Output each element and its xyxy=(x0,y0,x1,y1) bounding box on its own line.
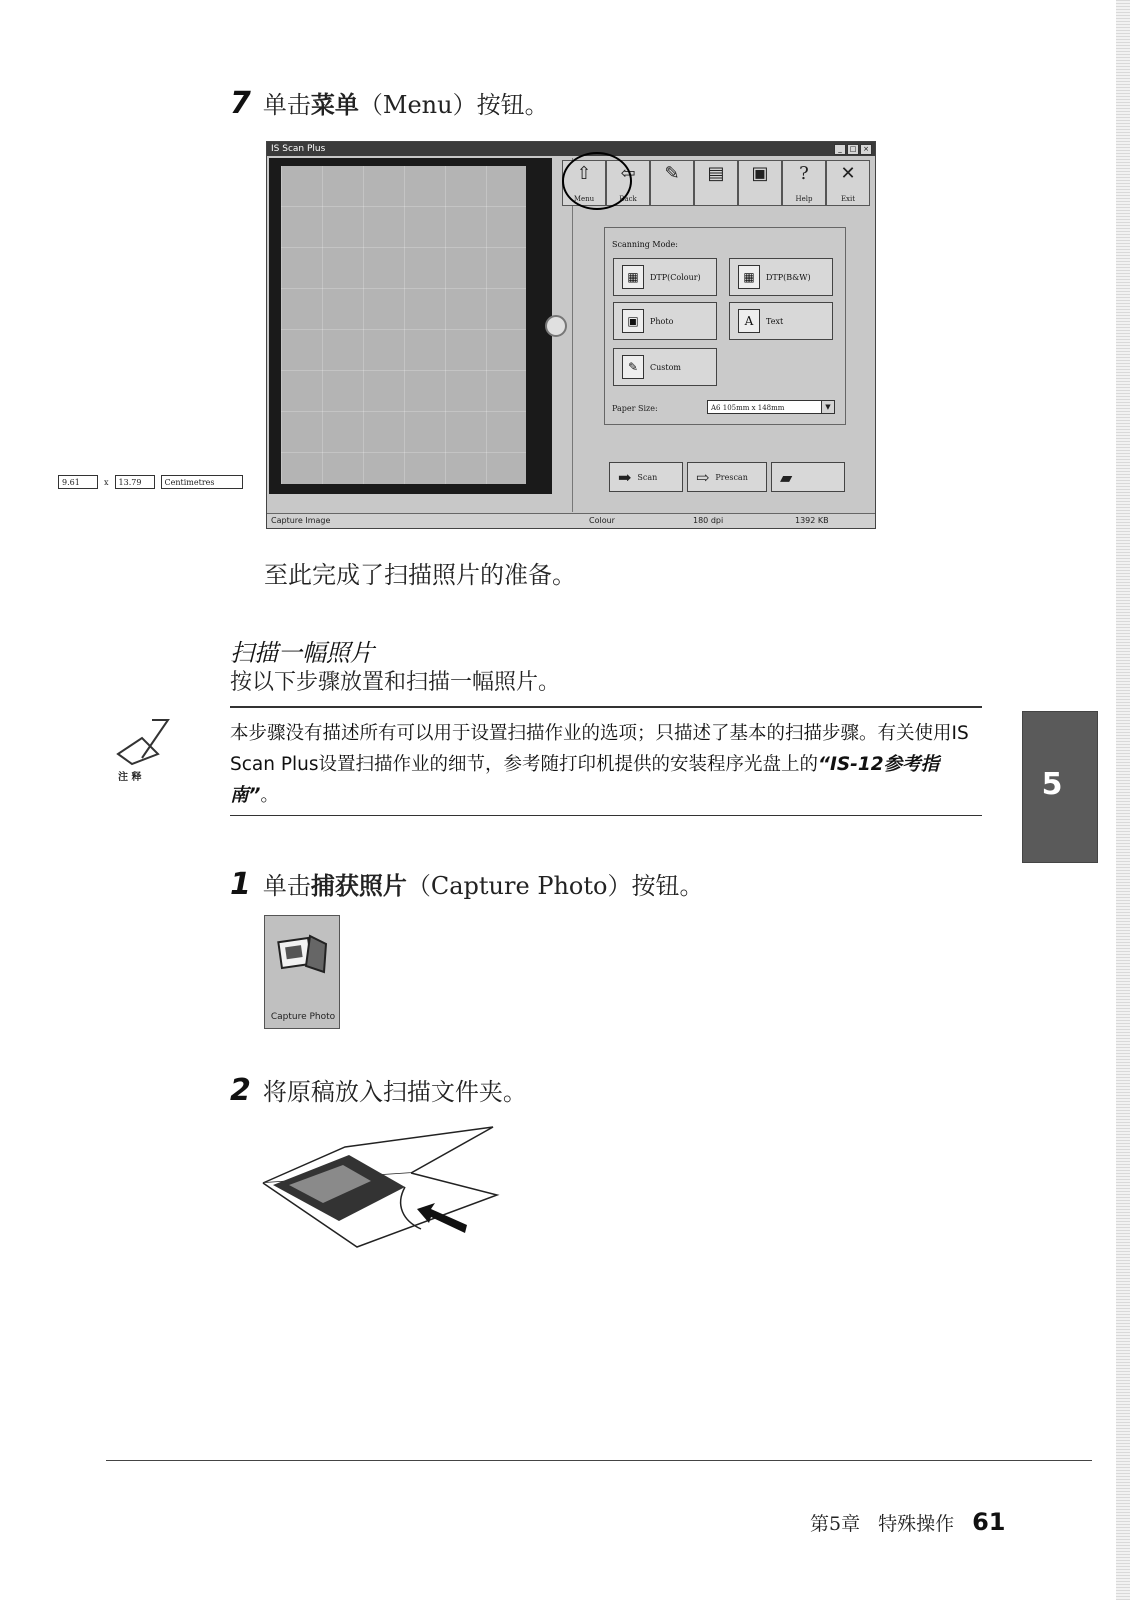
page-number: 61 xyxy=(972,1508,1006,1536)
scan-button-row xyxy=(609,462,845,492)
note-text-end: 。 xyxy=(260,785,279,806)
panel-divider xyxy=(572,158,573,512)
step-7 xyxy=(230,85,549,121)
step-number: 1 xyxy=(230,867,251,902)
photo-icon: ▣ xyxy=(622,309,644,333)
minimize-icon[interactable]: _ xyxy=(834,144,846,155)
exit-icon: ✕ xyxy=(840,163,856,184)
dtp-colour-icon: ▦ xyxy=(622,265,644,289)
toolbar-label: Exit xyxy=(840,195,856,203)
step-text xyxy=(263,866,704,901)
monitor-button[interactable] xyxy=(738,160,782,206)
scan-folder-illustration xyxy=(245,1125,505,1250)
note-label: 注 释 xyxy=(118,772,142,783)
step-text xyxy=(263,85,549,120)
footer-chapter: 第5章 xyxy=(810,1513,861,1535)
footer-rule xyxy=(106,1460,1092,1461)
mode-label: Text xyxy=(766,316,784,326)
mode-label: DTP(Colour) xyxy=(650,272,701,282)
paper-size-label: Paper Size: xyxy=(612,404,658,413)
help-button[interactable] xyxy=(782,160,826,206)
preview-area xyxy=(269,158,552,494)
close-icon[interactable]: × xyxy=(860,144,872,155)
page-edge xyxy=(1116,0,1130,1600)
capture-photo-label: Capture Photo xyxy=(270,1012,336,1022)
mode-label: Custom xyxy=(650,362,681,372)
ready-text: 至此完成了扫描照片的准备。 xyxy=(264,561,576,589)
step-number: 2 xyxy=(230,1073,251,1108)
dtp-bw-icon: ▦ xyxy=(738,265,760,289)
scanning-mode-label: Scanning Mode: xyxy=(612,240,678,249)
maximize-icon[interactable]: □ xyxy=(847,144,859,155)
page-footer xyxy=(810,1508,1006,1536)
scanner-button[interactable] xyxy=(771,462,845,492)
dtp-bw-button[interactable] xyxy=(729,258,833,296)
section-subtitle: 按以下步骤放置和扫描一幅照片。 xyxy=(230,670,561,695)
units-select[interactable] xyxy=(161,475,243,489)
chapter-tab-number: 5 xyxy=(1041,767,1063,802)
footer-section: 特殊操作 xyxy=(878,1513,955,1535)
arrow-outline-icon: ⇨ xyxy=(696,467,710,487)
toolbar-label: Menu xyxy=(573,195,595,203)
help-icon: ? xyxy=(799,163,809,184)
document-icon: ▤ xyxy=(707,163,725,184)
document-button[interactable] xyxy=(694,160,738,206)
dimension-row xyxy=(58,475,243,489)
mode-label: DTP(B&W) xyxy=(766,272,811,282)
step-2 xyxy=(230,1072,527,1108)
step-1 xyxy=(230,866,703,902)
chapter-tab xyxy=(1022,711,1098,863)
step-text-post: （Capture Photo）按钮。 xyxy=(406,872,704,900)
monitor-icon: ▣ xyxy=(751,163,769,184)
prescan-button[interactable] xyxy=(687,462,767,492)
section-title: 扫描一幅照片 xyxy=(230,639,374,667)
chevron-down-icon: ▼ xyxy=(821,401,834,413)
status-mode: Colour xyxy=(589,516,615,525)
toolbar-label: Back xyxy=(619,195,637,203)
paper-size-value: A6 105mm x 148mm xyxy=(711,404,785,412)
scanning-mode-group xyxy=(604,227,846,425)
capture-photo-button[interactable] xyxy=(264,915,340,1029)
scanner-icon: ▰ xyxy=(780,467,793,487)
note-top-rule xyxy=(230,706,982,708)
preview-image xyxy=(281,166,526,484)
status-bar xyxy=(267,513,875,528)
back-icon: ⇦ xyxy=(620,163,636,184)
mode-label: Photo xyxy=(650,316,674,326)
zoom-icon[interactable] xyxy=(545,315,567,337)
note-reference: “IS-12参考指南” xyxy=(230,754,940,806)
units-value: Centimetres xyxy=(164,478,215,487)
window-titlebar xyxy=(267,142,875,156)
text-icon: A xyxy=(738,309,760,333)
step-text-bold: 捕获照片 xyxy=(310,871,407,900)
note-text-main: 本步骤没有描述所有可以用于设置扫描作业的选项；只描述了基本的扫描步骤。有关使用IS Scan Plus设置扫描作业的细节，参考随打印机提供的安装程序光盘上的 xyxy=(230,723,969,775)
step-text-post: （Menu）按钮。 xyxy=(358,91,549,119)
toolbar-label: Help xyxy=(795,195,813,203)
edit-button[interactable] xyxy=(650,160,694,206)
text-mode-button[interactable] xyxy=(729,302,833,340)
note-text xyxy=(230,718,982,811)
prescan-label: Prescan xyxy=(715,472,748,482)
status-size: 1392 KB xyxy=(795,516,829,525)
paper-size-select[interactable] xyxy=(707,400,835,414)
window-title: IS Scan Plus xyxy=(271,144,326,154)
step-text-pre: 单击 xyxy=(262,872,311,900)
arrow-right-icon: ➡ xyxy=(618,467,632,487)
scan-button[interactable] xyxy=(609,462,683,492)
custom-icon: ✎ xyxy=(622,355,644,379)
width-field[interactable]: 9.61 xyxy=(58,475,98,489)
menu-highlight-circle xyxy=(562,152,632,210)
step-number: 7 xyxy=(230,86,251,121)
photo-mode-button[interactable] xyxy=(613,302,717,340)
dtp-colour-button[interactable] xyxy=(613,258,717,296)
step-text-bold: 菜单 xyxy=(310,90,359,119)
edit-icon: ✎ xyxy=(664,163,680,184)
window-controls xyxy=(834,144,872,155)
times-sign: x xyxy=(104,477,109,487)
capture-photo-icon xyxy=(276,926,332,982)
step-text: 将原稿放入扫描文件夹。 xyxy=(262,1078,527,1106)
note-bottom-rule xyxy=(230,815,982,816)
menu-icon: ⇧ xyxy=(576,163,592,184)
custom-mode-button[interactable] xyxy=(613,348,717,386)
step-text-pre: 单击 xyxy=(262,91,311,119)
height-field[interactable]: 13.79 xyxy=(115,475,155,489)
status-dpi: 180 dpi xyxy=(693,516,724,525)
exit-button[interactable] xyxy=(826,160,870,206)
status-left: Capture Image xyxy=(271,516,331,525)
scan-label: Scan xyxy=(637,472,658,482)
